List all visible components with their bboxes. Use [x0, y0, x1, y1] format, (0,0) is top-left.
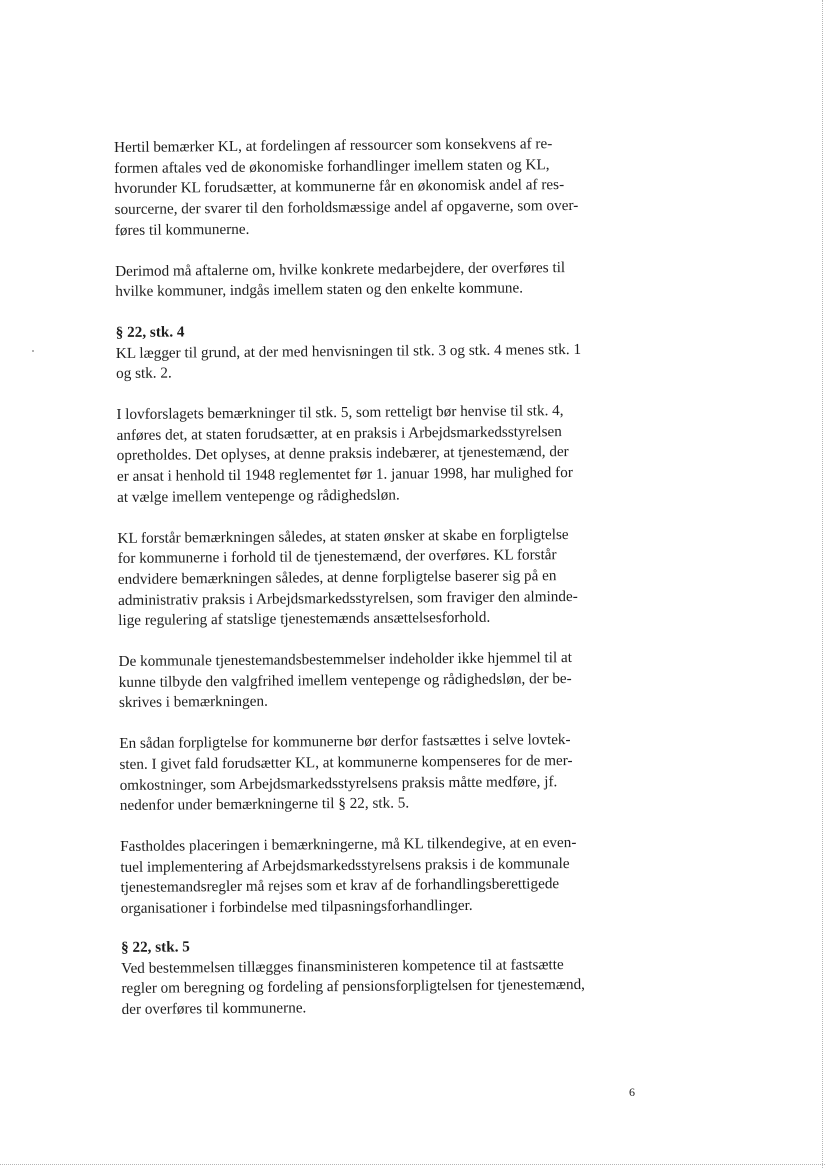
text-line: omkostninger, som Arbejdsmarkedsstyrelsens praksis måtte medføre, jf. — [119, 772, 558, 794]
text-line: hvilke kommuner, indgås imellem staten og den enkelte kommune. — [115, 279, 524, 301]
text-line: organisationer i forbindelse med tilpasningsforhandlinger. — [120, 896, 473, 918]
section-22-stk-5 — [121, 933, 612, 1020]
document-body — [114, 134, 612, 1041]
text-line: En sådan forpligtelse for kommunerne bør derfor fastsættes i selve lovtek- — [119, 731, 571, 753]
section-heading: § 22, stk. 4 — [115, 323, 185, 341]
text-line: nedenfor under bemærkningerne til § 22, stk. 5. — [119, 794, 410, 815]
paragraph-obligation — [119, 730, 610, 817]
scan-edge-bottom — [0, 1164, 825, 1165]
page-number: 6 — [629, 1085, 635, 1099]
text-line: I lovforslagets bemærkninger til stk. 5, som retteligt bør henvise til stk. 4, — [116, 402, 564, 424]
text-line: føres til kommunerne. — [114, 220, 250, 239]
text-line: at vælge imellem ventepenge og rådighedsløn. — [117, 486, 400, 506]
text-line: KL lægger til grund, at der med henvisningen til stk. 3 og stk. 4 menes stk. 1 — [115, 340, 582, 362]
text-line: regler om beregning og fordeling af pensionsforpligtelsen for tjenestemænd, — [121, 976, 585, 998]
text-line: for kommunerne i forhold til de tjenestemænd, der overføres. KL forstår — [117, 546, 557, 568]
text-line: Hertil bemærker KL, at fordelingen af ressourcer som konsekvens af re- — [114, 135, 553, 156]
text-line: KL forstår bemærkningen således, at staten ønsker at skabe en forpligtelse — [117, 525, 569, 547]
text-line: Fastholdes placeringen i bemærkningerne, må KL tilkendegive, at en even- — [120, 833, 577, 855]
section-heading: § 22, stk. 5 — [120, 938, 190, 956]
text-line: sten. I givet fald forudsætter KL, at kommunerne kompenseres for de mer- — [119, 751, 573, 773]
paragraph-agreements — [115, 257, 605, 303]
scan-edge-right — [822, 0, 823, 1168]
text-line: er ansat i henhold til 1948 reglementet før 1. januar 1998, har mulighed for — [116, 464, 573, 486]
text-line: kunne tilbyde den valgfrihed imellem ventepenge og rådighedsløn, der be- — [118, 669, 572, 691]
paragraph-bill-remarks — [116, 401, 607, 509]
text-line: anføres det, at staten forudsætter, at en praksis i Arbejdsmarkedsstyrelsen — [116, 422, 562, 444]
paragraph-resource-allocation — [114, 134, 605, 242]
text-line: skrives i bemærkningen. — [118, 693, 268, 712]
text-line: der overføres til kommunerne. — [121, 999, 307, 1018]
text-line: formen aftales ved de økonomiske forhandlinger imellem staten og KL, — [114, 155, 550, 177]
text-line: Ved bestemmelsen tillægges finansministeren kompetence til at fastsætte — [121, 955, 564, 977]
section-22-stk-4 — [116, 319, 607, 385]
text-line: sourcerne, der svarer til den forholdsmæssige andel af opgaverne, som over- — [114, 197, 579, 219]
text-line: lige regulering af statslige tjenestemænds ansættelsesforhold. — [118, 609, 491, 630]
paragraph-kl-understanding — [117, 524, 608, 632]
text-line: og stk. 2. — [115, 364, 172, 383]
text-line: tuel implementering af Arbejdsmarkedsstyrelsens praksis i de kommunale — [120, 854, 570, 876]
text-line: administrativ praksis i Arbejdsmarkedsstyrelsen, som fraviger den alminde- — [117, 587, 578, 609]
scan-speck — [32, 350, 34, 352]
text-line: endvidere bemærkningen således, at denne forpligtelse baserer sig på en — [117, 567, 557, 588]
text-line: tjenestemandsregler må rejses som et krav af de forhandlingsberettigede — [120, 875, 560, 897]
text-line: hvorunder KL forudsætter, at kommunerne får en økonomisk andel af res- — [114, 176, 565, 198]
text-line: De kommunale tjenestemandsbestemmelser indeholder ikke hjemmel til at — [118, 649, 573, 671]
paragraph-municipal-provisions — [118, 648, 609, 714]
text-line: Derimod må aftalerne om, hvilke konkrete medarbejdere, der overføres til — [115, 258, 566, 280]
text-line: opretholdes. Det oplyses, at denne praksis indebærer, at tjenestemænd, der — [116, 443, 569, 465]
paragraph-placement — [120, 833, 611, 920]
